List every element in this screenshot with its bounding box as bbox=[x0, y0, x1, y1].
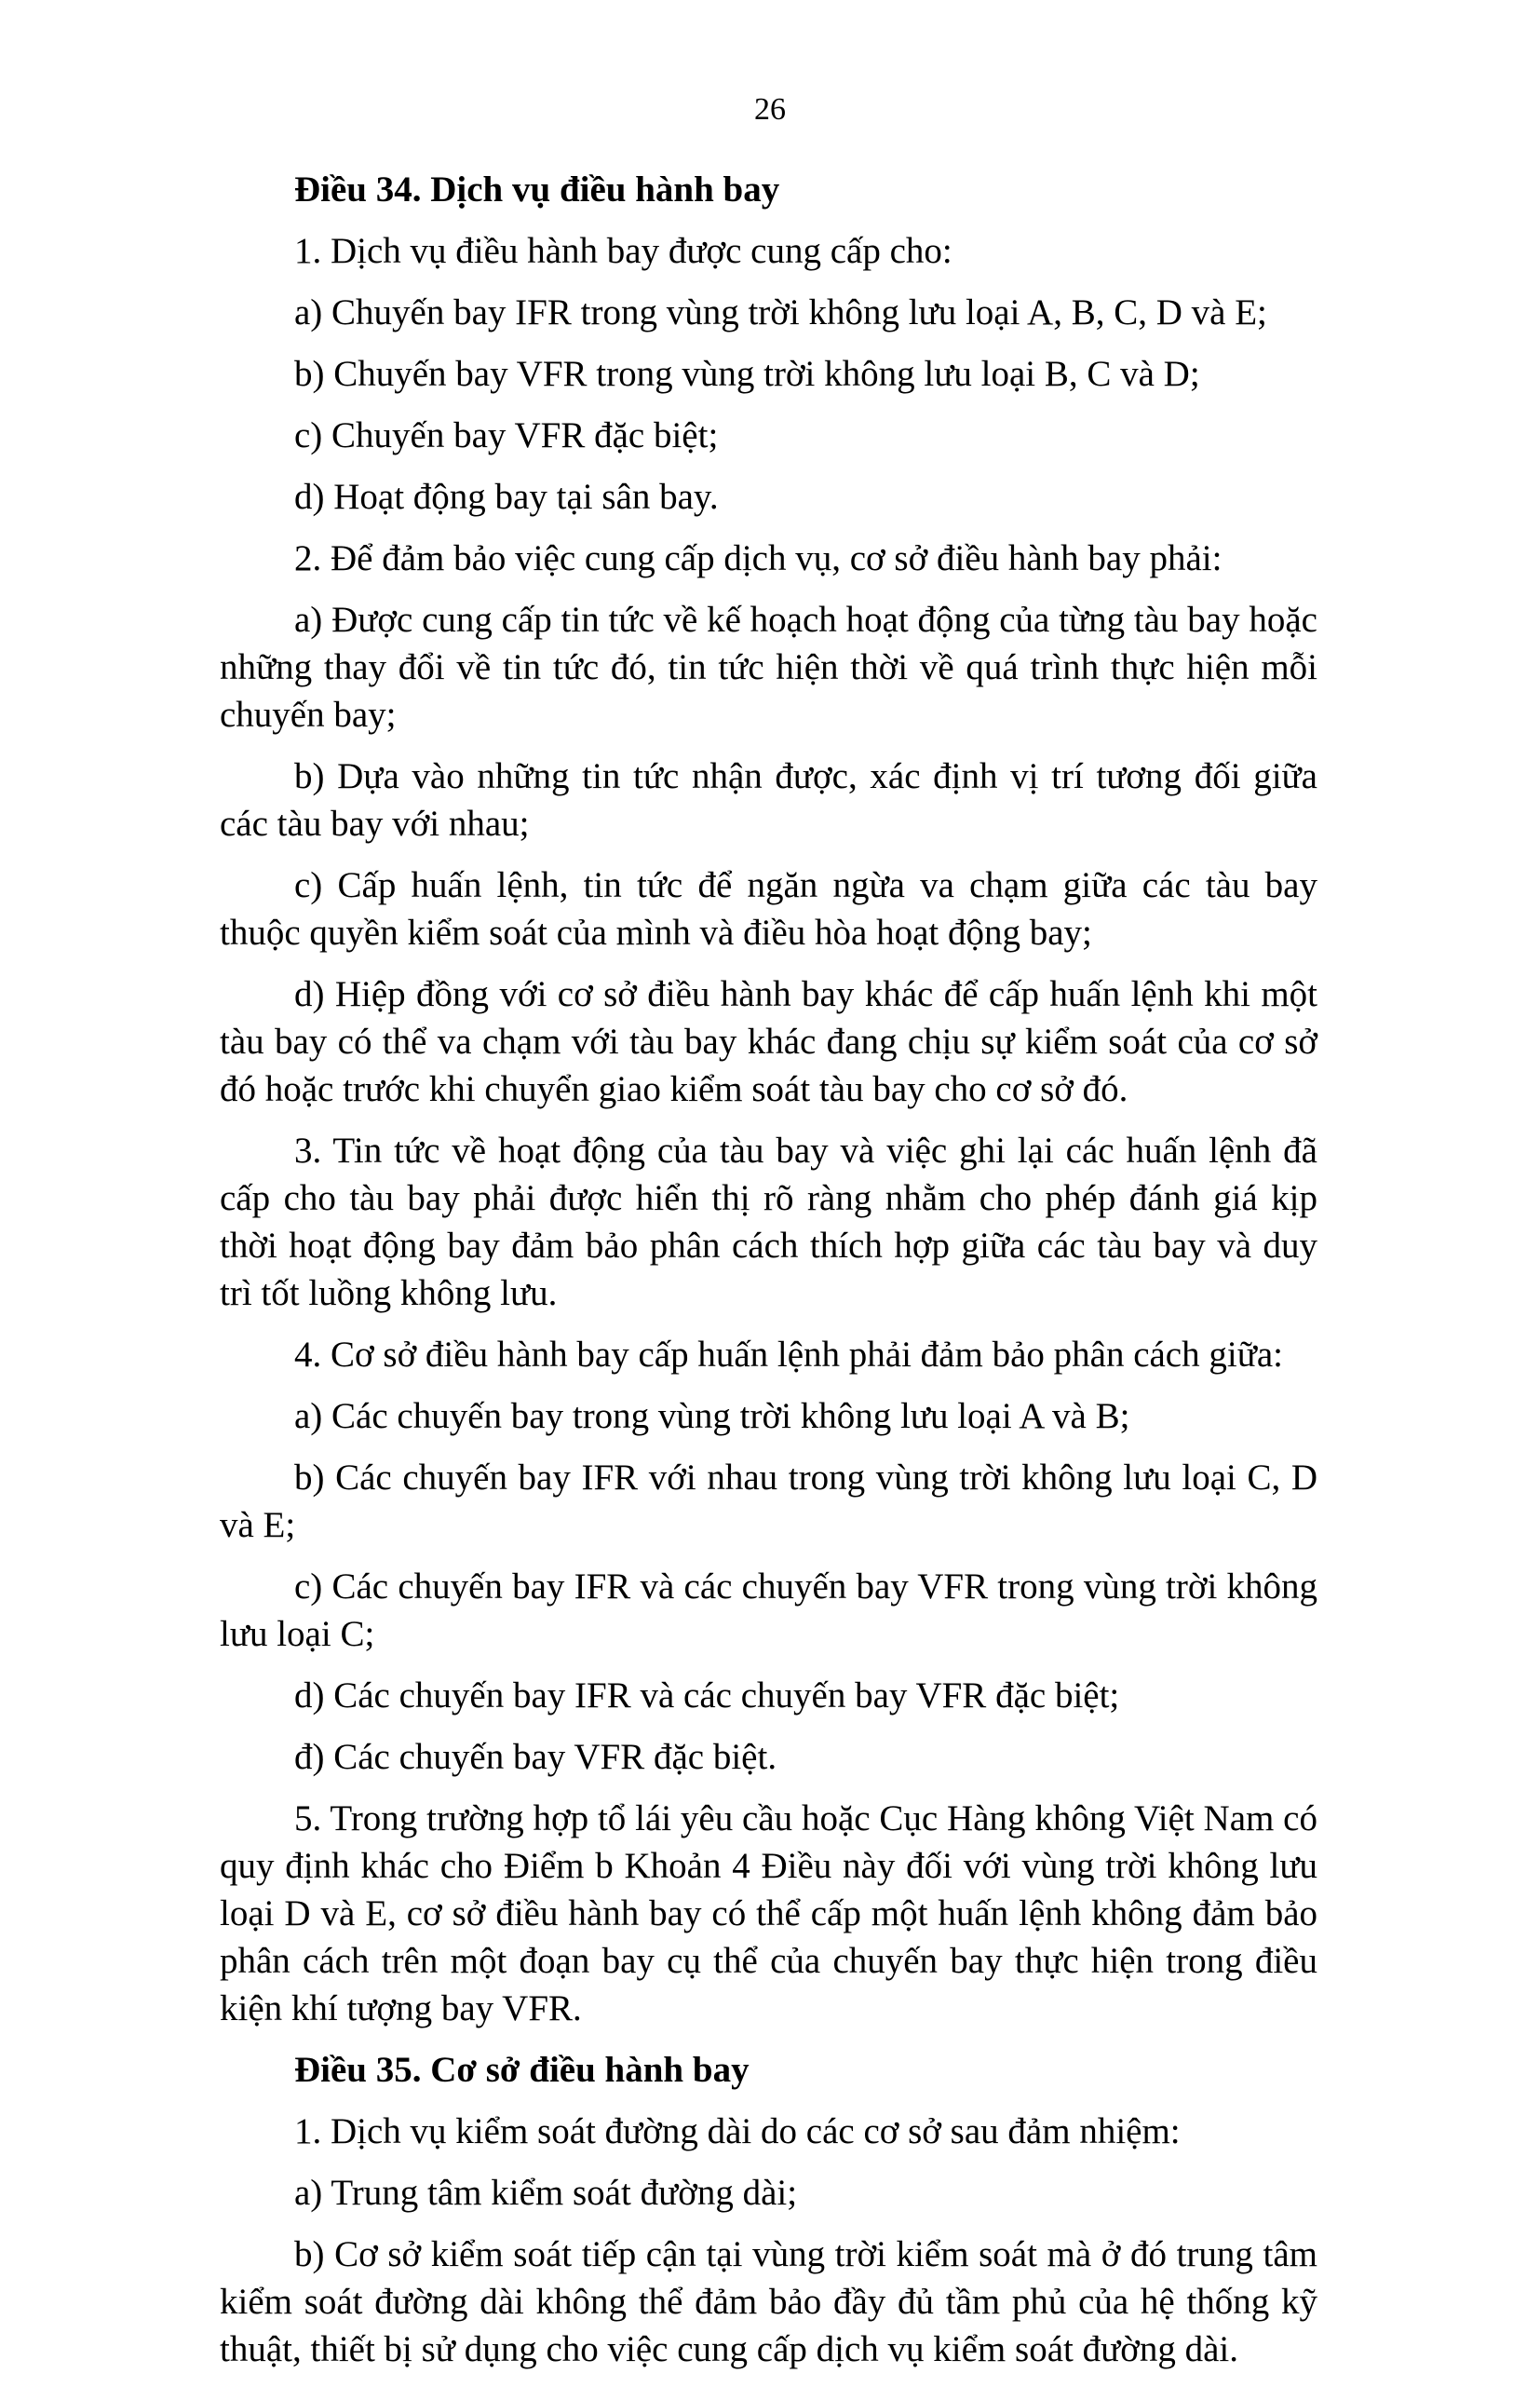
paragraph: c) Các chuyến bay IFR và các chuyến bay VFR trong vùng trời không lưu loại C; bbox=[220, 1566, 1317, 1654]
paragraph: d) Hiệp đồng với cơ sở điều hành bay khác để cấp huấn lệnh khi một tàu bay có thể va chạm với tàu bay khác đang chịu sự kiểm soát của cơ sở đó hoặc trước khi chuyển giao kiểm soát tàu bay cho cơ sở đó. bbox=[220, 974, 1317, 1109]
paragraph: 2. Để đảm bảo việc cung cấp dịch vụ, cơ sở điều hành bay phải: bbox=[294, 538, 1223, 578]
paragraph: 3. Tin tức về hoạt động của tàu bay và việc ghi lại các huấn lệnh đã cấp cho tàu bay phải được hiển thị rõ ràng nhằm cho phép đánh giá kịp thời hoạt động bay đảm bảo phân cách thích hợp giữa các tàu bay và duy trì tốt luồng không lưu. bbox=[220, 1131, 1317, 1313]
document-body bbox=[220, 166, 1317, 2387]
article-heading-35: Điều 35. Cơ sở điều hành bay bbox=[294, 2050, 750, 2090]
paragraph: a) Được cung cấp tin tức về kế hoạch hoạt động của từng tàu bay hoặc những thay đổi về tin tức đó, tin tức hiện thời về quá trình thực hiện mỗi chuyến bay; bbox=[220, 600, 1317, 735]
paragraph: b) Dựa vào những tin tức nhận được, xác định vị trí tương đối giữa các tàu bay với nhau; bbox=[220, 756, 1317, 844]
paragraph: 4. Cơ sở điều hành bay cấp huấn lệnh phải đảm bảo phân cách giữa: bbox=[294, 1335, 1283, 1375]
paragraph: a) Chuyến bay IFR trong vùng trời không lưu loại A, B, C, D và E; bbox=[294, 292, 1267, 332]
paragraph: b) Cơ sở kiểm soát tiếp cận tại vùng trời kiểm soát mà ở đó trung tâm kiểm soát đường dài không thể đảm bảo đầy đủ tầm phủ của hệ thống kỹ thuật, thiết bị sử dụng cho việc cung cấp dịch vụ kiểm soát đường dài. bbox=[220, 2234, 1317, 2369]
paragraph: c) Chuyến bay VFR đặc biệt; bbox=[294, 415, 719, 455]
paragraph: b) Chuyến bay VFR trong vùng trời không lưu loại B, C và D; bbox=[294, 354, 1200, 394]
paragraph: 1. Dịch vụ điều hành bay được cung cấp cho: bbox=[294, 231, 952, 271]
paragraph: a) Các chuyến bay trong vùng trời không lưu loại A và B; bbox=[294, 1396, 1130, 1436]
paragraph: c) Cấp huấn lệnh, tin tức để ngăn ngừa va chạm giữa các tàu bay thuộc quyền kiểm soát của mình và điều hòa hoạt động bay; bbox=[220, 865, 1317, 953]
paragraph: đ) Các chuyến bay VFR đặc biệt. bbox=[294, 1737, 777, 1777]
paragraph: d) Hoạt động bay tại sân bay. bbox=[294, 477, 719, 517]
paragraph: a) Trung tâm kiểm soát đường dài; bbox=[294, 2173, 798, 2213]
paragraph: b) Các chuyến bay IFR với nhau trong vùng trời không lưu loại C, D và E; bbox=[220, 1458, 1317, 1545]
paragraph: d) Các chuyến bay IFR và các chuyến bay VFR đặc biệt; bbox=[294, 1675, 1120, 1716]
page-number: 26 bbox=[754, 92, 786, 127]
paragraph: 5. Trong trường hợp tổ lái yêu cầu hoặc Cục Hàng không Việt Nam có quy định khác cho Điểm b Khoản 4 Điều này đối với vùng trời không lưu loại D và E, cơ sở điều hành bay có thể cấp một huấn lệnh không đảm bảo phân cách trên một đoạn bay cụ thể của chuyến bay thực hiện trong điều kiện khí tượng bay VFR. bbox=[220, 1798, 1317, 2028]
paragraph: 1. Dịch vụ kiểm soát đường dài do các cơ sở sau đảm nhiệm: bbox=[294, 2111, 1181, 2151]
article-heading-34: Điều 34. Dịch vụ điều hành bay bbox=[294, 170, 780, 210]
